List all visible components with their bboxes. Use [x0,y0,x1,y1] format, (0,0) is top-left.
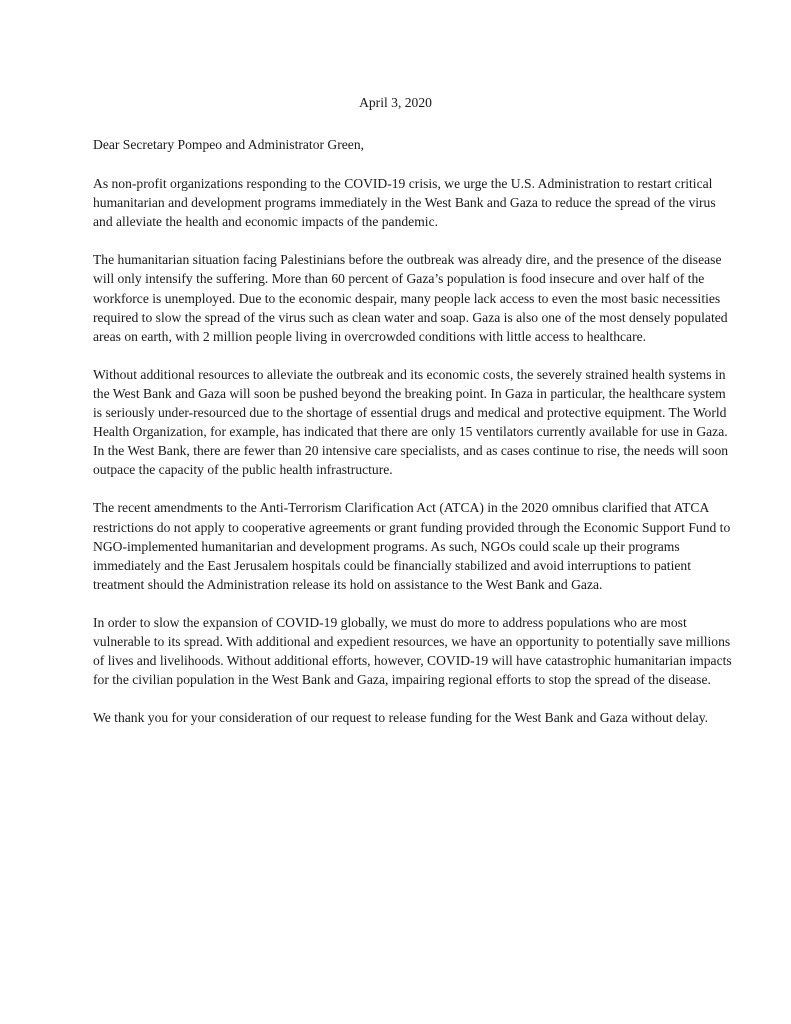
letter-body [93,135,733,746]
paragraph-5: In order to slow the expansion of COVID-19 globally, we must do more to address populations who are most vulnerable to its spread. With additional and expedient resources, we have an opportunity to potentially save millions of lives and livelihoods. Without additional efforts, however, COVID-19 will have catastrophic humanitarian impacts for the civilian population in the West Bank and Gaza, impairing regional efforts to stop the spread of the disease. [93,614,732,688]
paragraph-4: The recent amendments to the Anti-Terrorism Clarification Act (ATCA) in the 2020 omnibus clarified that ATCA restrictions do not apply to cooperative agreements or grant funding provided through the Economic Support Fund to NGO-implemented humanitarian and development programs. As such, NGOs could scale up their programs immediately and the East Jerusalem hospitals could be financially stabilized and avoid interruptions to patient treatment should the Administration release its hold on assistance to the West Bank and Gaza. [93,500,731,592]
paragraph-2: The humanitarian situation facing Palestinians before the outbreak was already dire, and the presence of the disease will only intensify the suffering. More than 60 percent of Gaza’s population is food insecure and over half of the workforce is unemployed. Due to the economic despair, many people lack access to even the most basic necessities required to slow the spread of the virus such as clean water and soap. Gaza is also one of the most densely populated areas on earth, with 2 million people living in overcrowded conditions with little access to healthcare. [93,252,728,344]
paragraph-1: As non-profit organizations responding to the COVID-19 crisis, we urge the U.S. Administration to restart critical humanitarian and development programs immediately in the West Bank and Gaza to reduce the spread of the virus and alleviate the health and economic impacts of the pandemic. [93,176,716,230]
letter-salutation: Dear Secretary Pompeo and Administrator Green, [93,137,365,152]
paragraph-6: We thank you for your consideration of our request to release funding for the West Bank and Gaza without delay. [93,710,709,726]
paragraph-3: Without additional resources to alleviate the outbreak and its economic costs, the severely strained health systems in the West Bank and Gaza will soon be pushed beyond the breaking point. In Gaza in particular, the healthcare system is seriously under-resourced due to the shortage of essential drugs and medical and protective equipment. The World Health Organization, for example, has indicated that there are only 15 ventilators currently available for use in Gaza. In the West Bank, there are fewer than 20 intensive care specialists, and as cases continue to rise, the needs will soon outpace the capacity of the public health infrastructure. [93,366,729,478]
letter-date: April 3, 2020 [359,95,432,110]
